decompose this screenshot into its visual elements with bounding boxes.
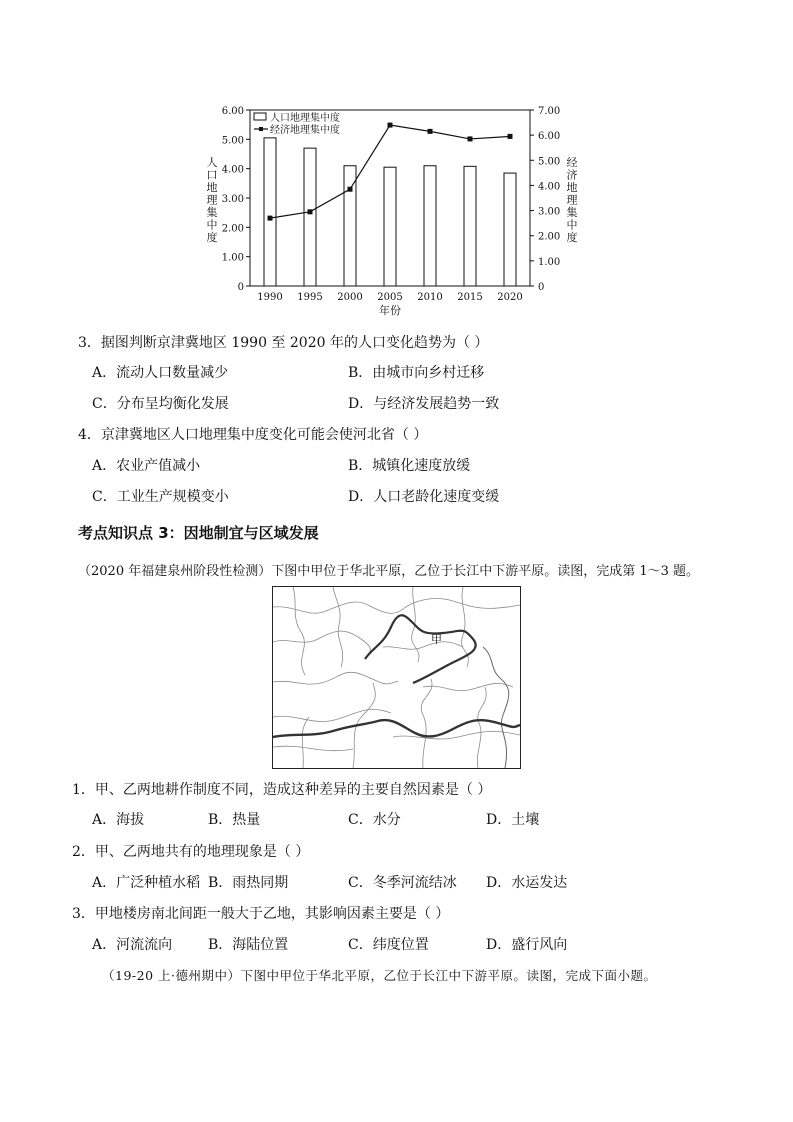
y-right-axis-label-char: 度 — [566, 231, 578, 244]
x-tick-label: 1995 — [297, 292, 323, 303]
y-left-tick-label: 6.00 — [221, 106, 244, 117]
y-left-axis-label-char: 地 — [206, 181, 218, 194]
x-tick-label: 2015 — [457, 292, 483, 303]
question-b1-option-c[interactable]: C．水分 — [348, 812, 401, 828]
section-intro: （2020 年福建泉州阶段性检测）下图中甲位于华北平原，乙位于长江中下游平原。读图，完成第 1～3 题。 — [78, 564, 700, 579]
y-left-tick-label: 5.00 — [221, 135, 244, 147]
question-b2-option-d[interactable]: D．水运发达 — [486, 875, 568, 891]
population-bar — [504, 173, 516, 286]
y-right-tick-label: 3.00 — [538, 206, 561, 218]
population-bar — [344, 166, 356, 286]
y-right-axis-label-char: 地 — [566, 181, 578, 194]
economy-point — [348, 187, 353, 192]
population-bar — [264, 138, 276, 286]
y-left-axis-label-char: 人 — [206, 156, 218, 169]
question-b2-stem: 2．甲、乙两地共有的地理现象是（ ） — [72, 844, 310, 860]
population-economy-chart — [200, 100, 580, 320]
population-bar — [304, 148, 316, 286]
population-bar — [464, 166, 476, 286]
y-left-tick-label: 0 — [237, 282, 244, 293]
question-4-option-b[interactable]: B．城镇化速度放缓 — [348, 458, 471, 474]
question-4-stem: 4．京津冀地区人口地理集中度变化可能会使河北省（ ） — [78, 427, 428, 443]
question-b2-option-c[interactable]: C．冬季河流结冰 — [348, 875, 457, 891]
y-left-axis-label-char: 集 — [206, 206, 218, 219]
x-tick-label: 2010 — [417, 292, 443, 303]
question-b1-option-a[interactable]: A．海拔 — [92, 812, 145, 828]
y-right-axis-label-char: 济 — [566, 168, 578, 182]
question-3-option-b[interactable]: B．由城市向乡村迁移 — [348, 365, 485, 381]
question-4-option-c[interactable]: C．工业生产规模变小 — [92, 489, 229, 505]
y-left-tick-label: 3.00 — [221, 194, 244, 205]
y-left-tick-label: 1.00 — [221, 252, 244, 264]
question-b3-option-c[interactable]: C．纬度位置 — [348, 937, 429, 953]
question-3-option-d[interactable]: D．与经济发展趋势一致 — [348, 396, 500, 412]
section-heading: 考点知识点 3：因地制宜与区域发展 — [78, 524, 319, 542]
question-4-option-a[interactable]: A．农业产值减小 — [92, 458, 201, 474]
region-map-drawing — [273, 587, 520, 768]
region-map — [272, 586, 521, 769]
y-right-tick-label: 2.00 — [538, 231, 561, 243]
economy-point — [468, 136, 473, 141]
question-b1-option-d[interactable]: D．土壤 — [486, 812, 540, 828]
x-tick-label: 2000 — [337, 292, 363, 303]
x-axis-label: 年份 — [379, 304, 401, 317]
y-right-axis-label-char: 经 — [566, 156, 578, 169]
y-left-axis-label-char: 度 — [206, 231, 218, 244]
y-right-tick-label: 0 — [538, 282, 545, 293]
y-right-axis-label-char: 理 — [566, 193, 578, 207]
next-section-intro: （19-20 上·德州期中）下图中甲位于华北平原，乙位于长江中下游平原。读图，完成下面小题。 — [102, 968, 657, 983]
economy-point — [388, 123, 393, 128]
question-b3-option-b[interactable]: B．海陆位置 — [208, 937, 289, 953]
question-b2-option-a[interactable]: A．广泛种植水稻 — [92, 875, 201, 891]
y-left-tick-label: 2.00 — [221, 223, 244, 235]
question-b1-stem: 1．甲、乙两地耕作制度不同，造成这种差异的主要自然因素是（ ） — [72, 782, 492, 798]
y-left-axis-label-char: 中 — [206, 218, 218, 232]
y-right-tick-label: 7.00 — [538, 106, 561, 117]
y-right-axis-label-char: 中 — [566, 218, 578, 232]
question-b3-option-a[interactable]: A．河流流向 — [92, 937, 173, 953]
economy-point — [428, 129, 433, 134]
legend-bar-label: 人口地理集中度 — [270, 113, 340, 124]
x-tick-label: 2020 — [497, 292, 523, 303]
question-b1-option-b[interactable]: B．热量 — [208, 812, 261, 828]
y-right-tick-label: 6.00 — [538, 131, 561, 143]
y-right-axis-label-char: 集 — [566, 206, 578, 219]
population-bar — [384, 167, 396, 286]
question-b3-option-d[interactable]: D．盛行风向 — [486, 937, 568, 953]
x-tick-label: 1990 — [257, 292, 283, 303]
question-b2-option-b[interactable]: B．雨热同期 — [208, 875, 289, 891]
y-right-tick-label: 5.00 — [538, 156, 561, 168]
y-right-tick-label: 4.00 — [538, 181, 561, 193]
question-3-stem: 3．据图判断京津冀地区 1990 至 2020 年的人口变化趋势为（ ） — [78, 335, 489, 351]
y-left-axis-label-char: 理 — [206, 193, 218, 207]
y-left-tick-label: 4.00 — [221, 164, 244, 176]
map-label-jia: 甲 — [431, 633, 442, 646]
x-tick-label: 2005 — [377, 292, 403, 303]
legend-line-marker — [259, 127, 263, 131]
legend-bar-swatch — [254, 113, 266, 120]
question-3-option-c[interactable]: C．分布呈均衡化发展 — [92, 396, 229, 412]
question-4-option-d[interactable]: D．人口老龄化速度变缓 — [348, 489, 500, 505]
question-b3-stem: 3．甲地楼房南北间距一般大于乙地，其影响因素主要是（ ） — [72, 906, 450, 922]
economy-point — [268, 216, 273, 221]
question-3-option-a[interactable]: A．流动人口数量减少 — [92, 365, 229, 381]
legend-line-label: 经济地理集中度 — [270, 125, 340, 136]
population-bar — [424, 166, 436, 286]
economy-point — [308, 209, 313, 214]
economy-point — [508, 134, 513, 139]
y-right-tick-label: 1.00 — [538, 256, 561, 268]
y-left-axis-label-char: 口 — [206, 168, 218, 182]
